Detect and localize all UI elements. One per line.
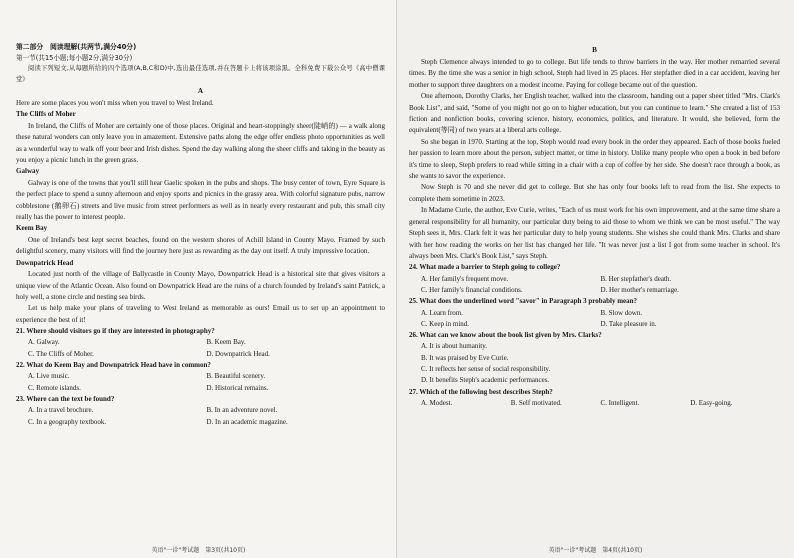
question-block xyxy=(409,262,780,296)
instruction: 阅读下列短文,从每题所给的四个选项(A,B,C和D)中,选出最佳选项,并在答题卡上将该项涂黑。全科免费下载公众号《高中僧课堂》 xyxy=(16,65,385,83)
answer-option[interactable]: A. Modest. xyxy=(421,398,453,407)
passage-paragraph: Steph Clemence always intended to go to college. But life tends to throw barriers in the way. Her mother remarried several times. By the time she was a senior in high school, Steph had lived in 25 places. Her stepfather died in a car accident, leaving her mother to support three daughters on a modest income. Paying for college became out of the question. xyxy=(409,58,780,89)
answer-option[interactable]: A. Live music. xyxy=(28,372,70,381)
question-block xyxy=(409,387,780,410)
question-stem: 21. Where should visitors go if they are interested in photography? xyxy=(16,327,215,336)
question-block xyxy=(16,360,385,394)
place-name: Galway xyxy=(16,167,40,176)
place-text: One of Ireland's best kept secret beaches, found on the western shores of Achill Island in County Mayo. Framed by such delightful scenery, many visitors will find the journey here just as rewarding as the day out itself. A truly impressive location. xyxy=(16,235,385,256)
answer-option[interactable]: B. Keem Bay. xyxy=(206,338,246,347)
question-stem: 26. What can we know about the book list given by Mrs. Clarks? xyxy=(409,331,602,340)
answer-option[interactable]: D. Downpatrick Head. xyxy=(206,349,270,358)
answer-option[interactable]: A. Learn from. xyxy=(421,308,463,317)
answer-option[interactable]: B. Beautiful scenery. xyxy=(206,372,266,381)
answer-option[interactable]: A. In a travel brochure. xyxy=(28,406,94,415)
answer-option[interactable]: A. Her family's frequent move. xyxy=(421,274,509,283)
part-header: 第二部分 阅读理解(共两节,满分40分) xyxy=(16,43,137,51)
place-name: Keem Bay xyxy=(16,224,48,233)
question-block xyxy=(409,330,780,386)
answer-option[interactable]: D. Easy-going. xyxy=(690,398,733,407)
answer-option[interactable]: D. In an academic magazine. xyxy=(206,417,288,426)
answer-option[interactable]: A. Galway. xyxy=(28,338,60,347)
answer-option[interactable]: B. Slow down. xyxy=(600,308,643,317)
question-stem: 23. Where can the text be found? xyxy=(16,394,115,403)
passage-a-intro: Here are some places you won't miss when you travel to West Ireland. xyxy=(16,99,214,107)
answer-option[interactable]: C. Remote islands. xyxy=(28,383,81,392)
answer-option[interactable]: C. It reflects her sense of social responsibility. xyxy=(421,364,551,373)
place-text: In Ireland, the Cliffs of Moher are certainly one of those places. Original and heart-stoppingly sheer(陡峭的) — a walk along these natural wonders can only leave you in amazement. Extensive paths along the edge offer endless photo opportunities as well as a wonderful way to walk off your beer and Irish dishes. Spend the day walking along the sheer cliffs and taking in the beauty as you enjoy a picnic lunch in the green grass. xyxy=(16,121,385,165)
place-text: Galway is one of the towns that you'll still hear Gaelic spoken in the pubs and shops. The busy center of town, Eyre Square is the perfect place to spend a sunny afternoon and enjoy sports and picnics in the grassy area. With colorful signature pubs, narrow cobblestone (鹅卵石) streets and live music from street performers as well as in nearly every restaurant and pub, this small city really has the power to interest people. xyxy=(16,178,385,222)
page-footer: 英语"一诊"考试题 第4页(共10页) xyxy=(548,547,643,554)
question-stem: 24. What made a barrier to Steph going to college? xyxy=(409,263,561,272)
question-block xyxy=(16,394,385,428)
answer-option[interactable]: B. Her stepfather's death. xyxy=(600,274,672,283)
question-block xyxy=(16,326,385,360)
answer-option[interactable]: D. It benefits Steph's academic performances. xyxy=(421,376,550,385)
passage-paragraph: Now Steph is 70 and she never did get to college. But she has only four books left to read from the list. She expects to complete them sometime in 2023. xyxy=(409,183,780,203)
passage-paragraph: One afternoon, Dorothy Clarks, her English teacher, walked into the classroom, handing out a paper sheet titled "Mrs. Clark's Book List", and said, "Some of you might not go on to higher education, but you can continue to learn." She created a list of 153 fiction and nonfiction books, covering science, history, economics, politics, and literature. It would, she believed, form the equivalent(等同) of two years at a liberal arts college. xyxy=(409,92,780,135)
answer-option[interactable]: B. Self motivated. xyxy=(510,398,562,407)
question-stem: 22. What do Keem Bay and Downpatrick Head have in common? xyxy=(16,361,211,370)
answer-option[interactable]: B. In an adventure novel. xyxy=(206,406,278,415)
answer-option[interactable]: D. Her mother's remarriage. xyxy=(600,285,679,294)
answer-option[interactable]: C. Keep in mind. xyxy=(421,319,470,328)
passage-paragraph: So she began in 1970. Starting at the top, Steph would read every book in the order they appeared. Each of those books fueled her passion to learn more about the person, subject matter, or time in history. Unlike many people who open a book in bed before it's time to sleep, Steph prefers to read while sitting in a chair with a cup of coffee by her side. She doesn't race through a book, as she wants to savor the experience. xyxy=(409,137,780,181)
answer-option[interactable]: B. It was praised by Eve Curie. xyxy=(421,353,509,362)
page-footer: 英语"一诊"考试题 第3页(共10页) xyxy=(151,547,246,554)
answer-option[interactable]: C. The Cliffs of Moher. xyxy=(28,349,94,358)
place-text: Located just north of the village of Ballycastle in County Mayo, Downpatrick Head is a historical site that gives visitors a unique view of the Atlantic Ocean. Also found on Downpatrick Head are the ruins of a church founded by Ireland's saint Patrick, a holy well, a stone circle and nesting sea birds. xyxy=(16,270,385,301)
answer-option[interactable]: D. Take pleasure in. xyxy=(600,319,657,328)
place-name: The Cliffs of Moher xyxy=(16,110,76,119)
answer-option[interactable]: D. Historical remains. xyxy=(206,383,269,392)
answer-option[interactable]: C. In a geography textbook. xyxy=(28,417,107,426)
passage-a-label: A xyxy=(197,87,204,95)
passage-paragraph: In Madame Curie, the author, Eve Curie, writes, "Each of us must work for his own improvement, and at the same time share a general responsibility for all humanity, our particular duty being to aid those to whom we think we can be most useful." The way Steph sees it, Mrs. Clark felt it was her particular duty to help young students. She wishes she could thank Mrs. Clarks and share with her how reading the works on her list has changed her life. "It was never just a list I got from some teacher in school. It's always been Mrs. Clark's Book List," says Steph. xyxy=(409,206,780,260)
right-page xyxy=(397,0,794,558)
passage-a-closing: Let us help make your plans of traveling to West Ireland as memorable as ours! Email us to set up an appointment to experience the best of it! xyxy=(16,304,385,324)
question-block xyxy=(409,296,780,330)
question-stem: 25. What does the underlined word "savor" in Paragraph 3 probably mean? xyxy=(409,297,638,306)
answer-option[interactable]: C. Her family's financial conditions. xyxy=(421,285,523,294)
passage-b-label: B xyxy=(592,46,597,54)
answer-option[interactable]: A. It is about humanity. xyxy=(421,342,488,351)
section-header: 第一节(共15小题;每小题2分,满分30分) xyxy=(16,54,133,62)
answer-option[interactable]: C. Intelligent. xyxy=(600,398,640,407)
place-name: Downpatrick Head xyxy=(16,258,74,267)
question-stem: 27. Which of the following best describes Steph? xyxy=(409,387,553,396)
